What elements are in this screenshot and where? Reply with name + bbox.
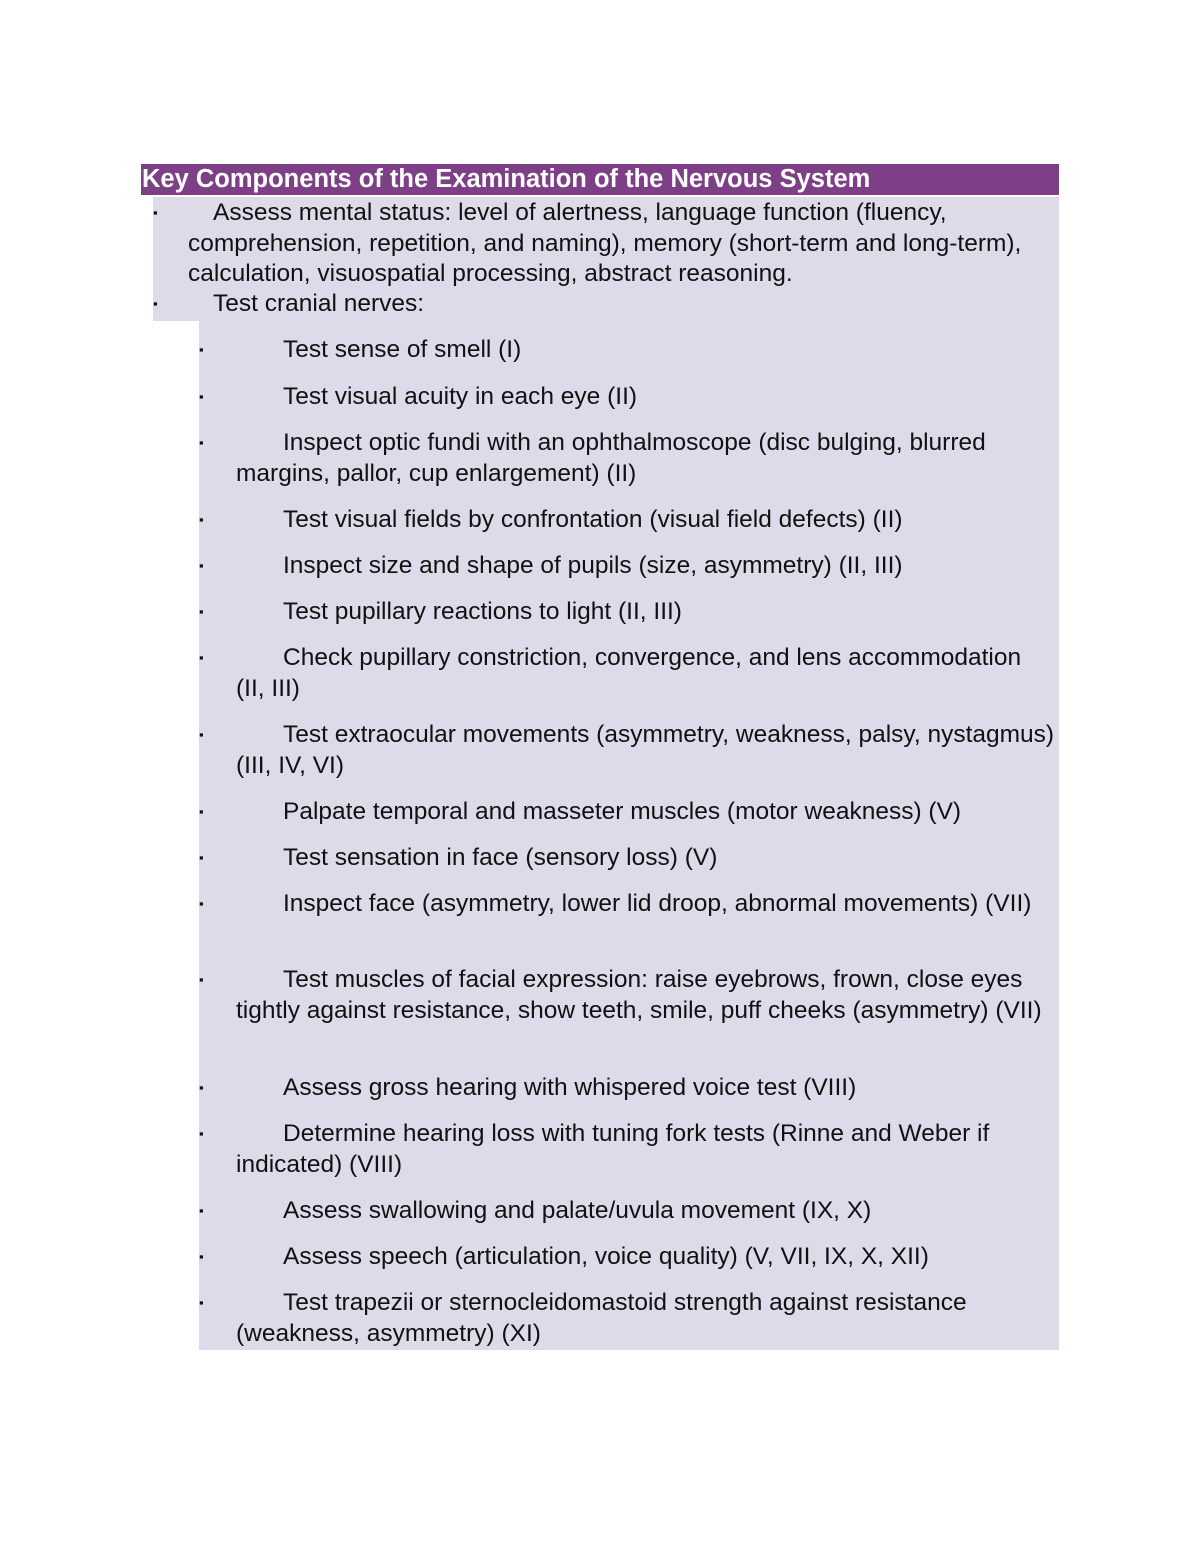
bullet-icon: ▪ bbox=[153, 296, 158, 311]
list-item-text: Test pupillary reactions to light (II, III) bbox=[283, 598, 682, 625]
list-item-text: Test muscles of facial expression: raise eyebrows, frown, close eyes tightly against resistance, show teeth, smile, puff cheeks (asymmetry) (VII) bbox=[236, 966, 1042, 1024]
list-item bbox=[199, 1073, 1055, 1104]
list-item bbox=[199, 1119, 1055, 1180]
bullet-icon: ▪ bbox=[199, 972, 204, 987]
list-item-text: Check pupillary constriction, convergence, and lens accommodation (II, III) bbox=[236, 644, 1022, 702]
bullet-icon: ▪ bbox=[199, 512, 204, 527]
bullet-icon: ▪ bbox=[199, 850, 204, 865]
bullet-icon: ▪ bbox=[199, 650, 204, 665]
list-item bbox=[199, 843, 1055, 874]
bullet-icon: ▪ bbox=[199, 804, 204, 819]
list-item-text: Test extraocular movements (asymmetry, weakness, palsy, nystagmus) (III, IV, VI) bbox=[236, 721, 1055, 779]
list-item bbox=[199, 335, 1055, 366]
list-item-text: Inspect size and shape of pupils (size, asymmetry) (II, III) bbox=[283, 552, 903, 579]
list-item bbox=[199, 643, 1055, 704]
bullet-icon: ▪ bbox=[199, 727, 204, 742]
list-item-text: Palpate temporal and masseter muscles (motor weakness) (V) bbox=[283, 798, 962, 825]
list-item-text: Inspect optic fundi with an ophthalmoscope (disc bulging, blurred margins, pallor, cup enlargement) (II) bbox=[236, 429, 986, 487]
list-item-text: Test cranial nerves: bbox=[213, 290, 425, 317]
list-item bbox=[199, 382, 1055, 413]
section-header bbox=[141, 164, 1059, 195]
bullet-icon: ▪ bbox=[199, 1249, 204, 1264]
list-item-text: Test visual acuity in each eye (II) bbox=[283, 383, 638, 410]
list-item bbox=[199, 797, 1055, 828]
bullet-icon: ▪ bbox=[199, 1203, 204, 1218]
list-item bbox=[199, 505, 1055, 536]
bullet-icon: ▪ bbox=[199, 896, 204, 911]
list-item-text: Assess speech (articulation, voice quality) (V, VII, IX, X, XII) bbox=[283, 1243, 929, 1270]
list-item-text: Assess gross hearing with whispered voice test (VIII) bbox=[283, 1074, 857, 1101]
bullet-icon: ▪ bbox=[199, 389, 204, 404]
bullet-icon: ▪ bbox=[199, 435, 204, 450]
list-item bbox=[199, 551, 1055, 582]
list-item-text: Inspect face (asymmetry, lower lid droop, abnormal movements) (VII) bbox=[283, 890, 1032, 917]
list-item bbox=[199, 1242, 1055, 1273]
bullet-icon: ▪ bbox=[153, 205, 158, 220]
list-item-text: Test sensation in face (sensory loss) (V) bbox=[283, 844, 718, 871]
bullet-icon: ▪ bbox=[199, 342, 204, 357]
list-item-text: Determine hearing loss with tuning fork tests (Rinne and Weber if indicated) (VIII) bbox=[236, 1120, 990, 1178]
list-item-text: Test trapezii or sternocleidomastoid strength against resistance (weakness, asymmetry) (XI) bbox=[236, 1289, 967, 1347]
list-item-text: Assess swallowing and palate/uvula movement (IX, X) bbox=[283, 1197, 872, 1224]
list-item-text: Assess mental status: level of alertness, language function (fluency, comprehension, repetition, and naming), memory (short-term and long-term), calculation, visuospatial processing, abstract reasoning. bbox=[188, 199, 1022, 287]
bullet-icon: ▪ bbox=[199, 1126, 204, 1141]
list-item bbox=[153, 198, 1053, 290]
list-item bbox=[199, 597, 1055, 628]
list-item bbox=[199, 428, 1055, 489]
section-title: Key Components of the Examination of the Nervous System bbox=[142, 165, 871, 193]
bullet-icon: ▪ bbox=[199, 1080, 204, 1095]
list-item-text: Test sense of smell (I) bbox=[283, 336, 522, 363]
list-item-text: Test visual fields by confrontation (visual field defects) (II) bbox=[283, 506, 903, 533]
bullet-icon: ▪ bbox=[199, 1295, 204, 1310]
bullet-icon: ▪ bbox=[199, 604, 204, 619]
list-item bbox=[199, 1288, 1055, 1349]
list-item bbox=[153, 289, 1053, 320]
list-item bbox=[199, 889, 1055, 920]
list-item bbox=[199, 965, 1055, 1026]
bullet-icon: ▪ bbox=[199, 558, 204, 573]
list-item bbox=[199, 1196, 1055, 1227]
list-item bbox=[199, 720, 1055, 781]
